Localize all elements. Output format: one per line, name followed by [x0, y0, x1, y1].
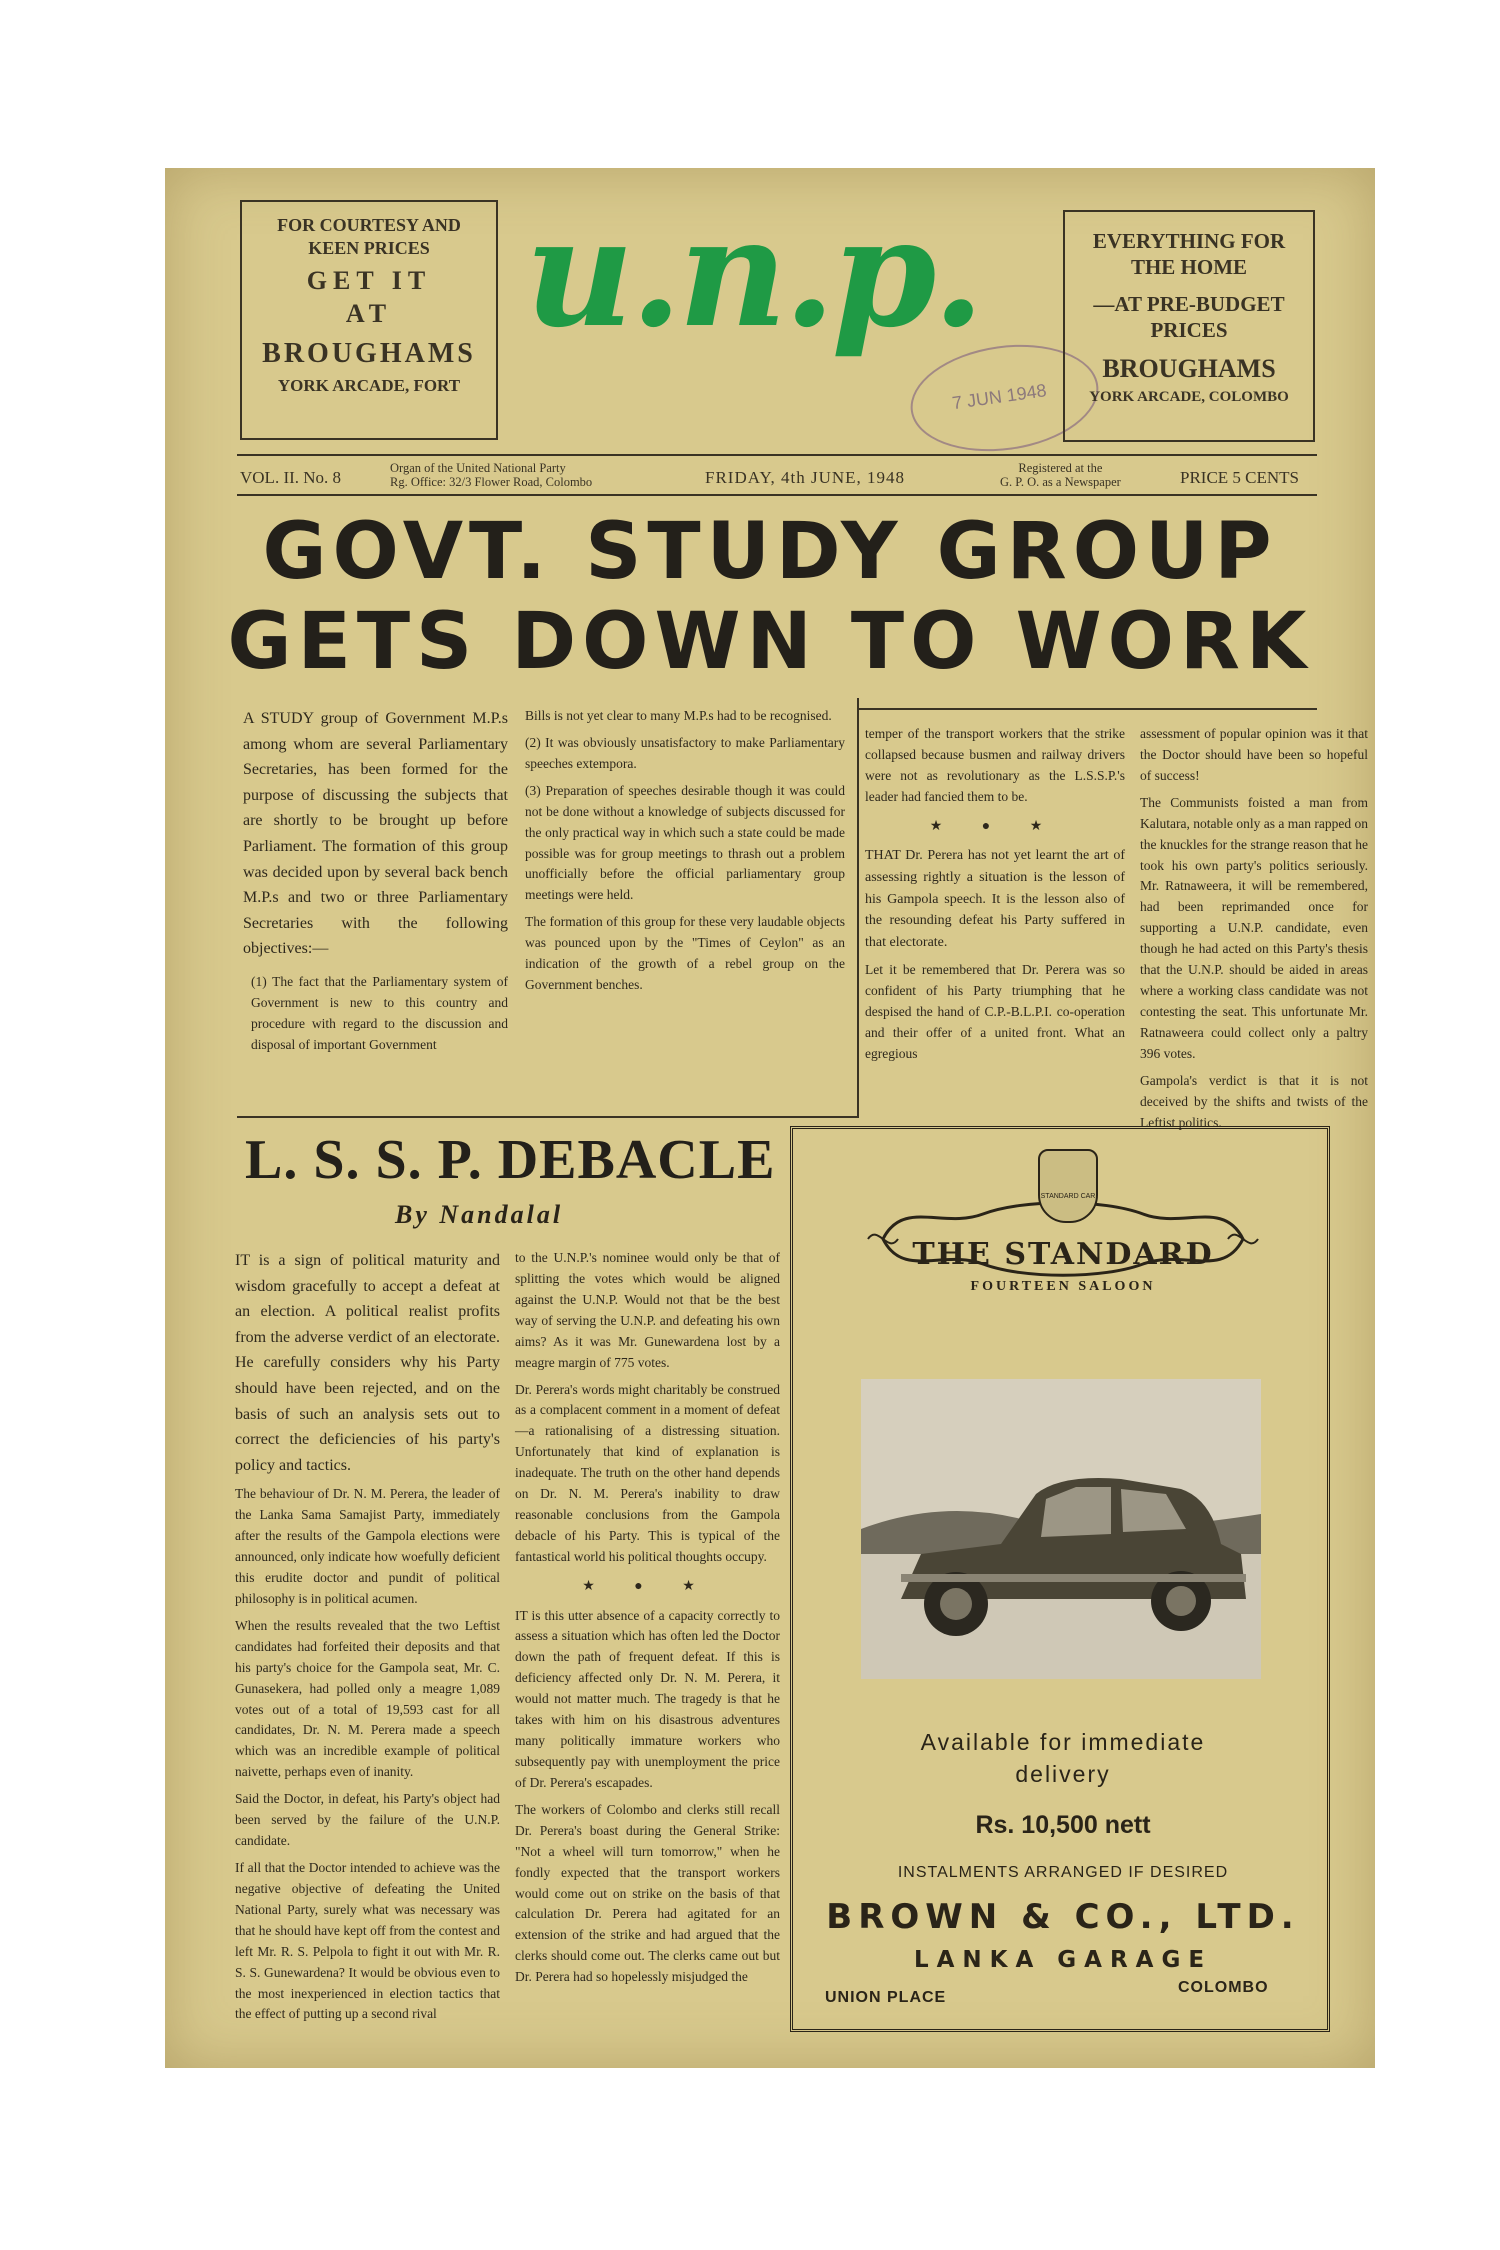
standard-car-advert [790, 1126, 1330, 2032]
lssp-col1-p5: If all that the Doctor intended to achieve was the negative objective of defeating the United National Party, surely what was necessary was that he should have kept off from the contest and left Mr. R. S. Pelpola to fight it out with Mr. R. S. S. Gunewardena? It would be obvious even to the most inexperienced in election tactics that the effect of putting up a second rival [235, 1860, 500, 2022]
right-ad-line: EVERYTHING FOR [1092, 229, 1286, 253]
organ-line-2: Rg. Office: 32/3 Flower Road, Colombo [390, 474, 593, 489]
right-col-4-p1: assessment of popular opinion was it that the Doctor should have been so hopeful of success! [1140, 726, 1368, 783]
left-ad-line: GET IT [306, 266, 432, 295]
right-col-3-p2: THAT Dr. Perera has not yet learnt the art of assessing rightly a situation is the lesson of his Gampola speech. It is the lesson also of the resounding defeat his Party suffered in that electorate. [865, 848, 1125, 951]
right-col-3-p1: temper of the transport workers that the strike collapsed because busmen and railway drivers were not as revolutionary as the L.S.S.P.'s leader had fancied them to be. [865, 726, 1125, 804]
organ-line-1: Organ of the United National Party [390, 461, 566, 475]
badge-text: STANDARD CAR [1040, 1193, 1096, 1200]
car-model: FOURTEEN SALOON [970, 1279, 1156, 1294]
lssp-col2-p3: IT is this utter absence of a capacity correctly to assess a situation which has often led the Doctor down the path of frequent defeat. If this is deficiency affected only Dr. N. M. Perera, it would not matter much. The tragedy is that he takes with him on his disastrous adventures many politically immature workers who subsequently pay with unemployment the price of Dr. Perera's escapades. [515, 1607, 780, 1790]
lssp-col1-p2: The behaviour of Dr. N. M. Perera, the leader of the Lanka Sama Samajist Party, immediately after the results of the Gampola elections were announced, only indicate how woefully deficient this erudite doctor and pundit of political philosophy is in political acumen. [235, 1486, 500, 1606]
lssp-col2-p1: to the U.N.P.'s nominee would only be that of splitting the votes which would be aligned against the U.N.P. Would not that be the best way of serving the U.N.P. and defeating his own aims? As it was Mr. Gunewardena lost by a meagre margin of 775 votes. [515, 1250, 780, 1370]
lssp-headline: L. S. S. P. DEBACLE [245, 1129, 776, 1191]
study-group-p1: Bills is not yet clear to many M.P.s had to be recognised. [525, 708, 832, 723]
place-left: UNION PLACE [825, 1989, 947, 2006]
info-rule-top [237, 454, 1317, 456]
right-col-4 [1140, 724, 1368, 1140]
standard-badge-icon [1038, 1149, 1098, 1223]
availability-line: Available for immediate [920, 1729, 1206, 1755]
study-group-item-2: (2) It was obviously unsatisfactory to make Parliamentary speeches extempora. [525, 734, 845, 771]
right-ad-line: THE HOME [1130, 255, 1248, 280]
right-columns-rule [857, 708, 1317, 710]
car-photo [861, 1379, 1261, 1679]
delivery-line: delivery [1015, 1761, 1111, 1787]
lssp-byline: By Nandalal [395, 1200, 564, 1229]
right-col-3-p3: Let it be remembered that Dr. Perera was so confident of his Party triumphing that he despised the hand of C.P.-B.L.P.I. co-operation and their offer of a united front. What an egregious [865, 961, 1125, 1061]
left-ad-line: FOR COURTESY AND [277, 215, 461, 235]
study-group-item-3: (3) Preparation of speeches desirable though it was could not be done without a knowledge of subjects discussed for the only practical way in which such a state could be made possible was for group meetings to thrash out a problem unofficially before the official parliamentary group meetings were held. [525, 782, 845, 903]
lssp-separator: ★ ● ★ [582, 1578, 713, 1594]
right-ad-line: YORK ARCADE, COLOMBO [1089, 388, 1289, 405]
headline-line-2: GETS DOWN TO WORK [227, 596, 1313, 687]
car-price: Rs. 10,500 nett [975, 1811, 1151, 1839]
organ-line [390, 462, 592, 490]
lssp-col2-p4: The workers of Colombo and clerks still recall Dr. Perera's boast during the General Strike: "Not a wheel will turn tomorrow," when he fondly expected that the transport workers would come out on strike on the basis of that calculation Dr. Perera had agitated for an extension of the strike and had argued that the clerks should come out. The clerks came out but Dr. Perera had so hopelessly misjudged the [515, 1801, 780, 1985]
study-group-col-2 [525, 706, 845, 1002]
lssp-col-2 [515, 1248, 780, 1994]
right-col-3 [865, 724, 1125, 1070]
right-ad-line: BROUGHAMS [1102, 354, 1276, 383]
left-ad-line: BROUGHAMS [262, 338, 476, 369]
lssp-lead: IT is a sign of political maturity and wisdom gracefully to accept a defeat at an election. A political realist profits from the adverse verdict of an electorate. He carefully considers why his Party should have been rejected, and on the basis of such an analysis sets out to correct the deficiencies of his party's policy and tactics. [235, 1252, 500, 1474]
place-right: COLOMBO [1178, 1979, 1269, 1996]
registered-line-1: Registered at the [1018, 461, 1103, 475]
stamp-date: 7 JUN 1948 [950, 380, 1048, 414]
right-col-4-p3: Gampola's verdict is that it is not deceived by the shifts and twists of the Leftist politics. [1140, 1072, 1368, 1130]
study-group-p2: The formation of this group for these very laudable objects was pounced upon by the "Times of Ceylon" as an indication of the growth of a rebel group on the Government benches. [525, 914, 845, 993]
right-ad-line: PRICES [1150, 317, 1228, 342]
instalments-line: INSTALMENTS ARRANGED IF DESIRED [897, 1864, 1229, 1881]
main-headline [205, 508, 1335, 687]
issue-date: FRIDAY, 4th JUNE, 1948 [705, 468, 906, 487]
lssp-col-1 [235, 1248, 500, 2031]
left-ad-line: AT [345, 298, 393, 328]
left-advert [240, 200, 498, 440]
company-name: BROWN & CO., LTD. [826, 1897, 1300, 1937]
masthead-title: u.n.p. [525, 185, 981, 361]
car-illustration [861, 1379, 1261, 1679]
left-ad-line: KEEN PRICES [308, 237, 430, 258]
study-group-lead: A STUDY group of Government M.P.s among whom are several Parliamentary Secretaries, has been formed for the purpose of discussing the subjects that are shortly to be brought up before Parliament. The formation of this group was decided upon by several back bench M.P.s and two or three Parliamentary Secretaries with the following objectives:— [243, 710, 508, 958]
registered-line-2: G. P. O. as a Newspaper [1000, 474, 1121, 489]
right-col-4-p2: The Communists foisted a man from Kalutara, notable only as a man rapped on the knuckles for the strange reason that he took his own party's politics seriously. Mr. Ratnaweera, it will be remembered, had been reprimanded once for supporting a U.N.P. candidate, even though he had acted on this Party's thesis that the U.N.P. should be aided in areas where a working class candidate was not contesting the seat. This unfortunate Mr. Ratnaweera could collect only a paltry 396 votes. [1140, 794, 1368, 1061]
left-ad-line: YORK ARCADE, FORT [277, 376, 461, 395]
garage-name: LANKA GARAGE [913, 1947, 1213, 1973]
info-rule-bottom [237, 494, 1317, 496]
registered-line [1000, 462, 1121, 490]
study-group-item-1: (1) The fact that the Parliamentary system of Government is new to this country and procedure with regard to the discussion and disposal of important Government [251, 973, 508, 1052]
separator-stars: ★ ● ★ [929, 818, 1061, 834]
right-advert [1063, 210, 1315, 442]
car-brand: THE STANDARD [912, 1237, 1214, 1272]
lssp-col1-p3: When the results revealed that the two Leftist candidates had forfeited their deposits and that his party's choice for the Gampola seat, Mr. C. Gunasekera, had polled only a meagre 1,089 votes out of a total of 19,593 cast for all candidates, Dr. N. M. Perera made a speech which was an incredible example of political naivette, perhaps even of inanity. [235, 1617, 500, 1780]
lssp-col1-p4: Said the Doctor, in defeat, his Party's object had been served by the failure of the U.N.P. candidate. [235, 1791, 500, 1849]
headline-line-1: GOVT. STUDY GROUP [262, 507, 1278, 597]
study-group-col-1 [243, 706, 508, 1062]
newspaper-page [165, 168, 1375, 2068]
right-ad-line: —AT PRE-BUDGET [1093, 291, 1285, 316]
lssp-col2-p2: Dr. Perera's words might charitably be construed as a complacent comment in a moment of defeat—a rationalising of a distressing situation. Unfortunately that kind of explanation is inadequate. The truth on the other hand depends on Dr. N. M. Perera's inability to draw reasonable conclusions from the Gampola debacle of his Party. This is typical of the fantastical world his political thoughts occupy. [515, 1381, 780, 1564]
price: PRICE 5 CENTS [1180, 468, 1300, 487]
volume-number: VOL. II. No. 8 [240, 468, 342, 487]
